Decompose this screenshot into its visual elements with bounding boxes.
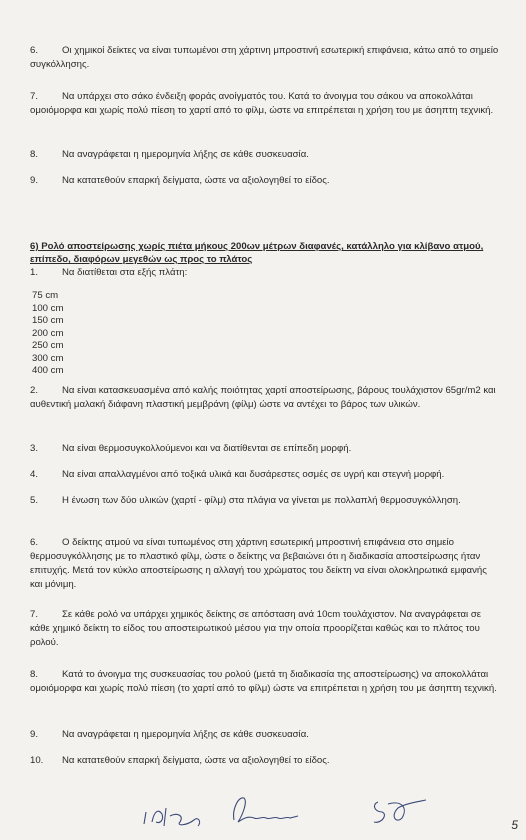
size-entry: 300 cm xyxy=(32,352,64,364)
list-item xyxy=(30,384,500,412)
size-entry: 75 cm xyxy=(32,290,59,301)
item-text: Οι χημικοί δείκτες να είναι τυπωμένοι στη χάρτινη μπροστινή εσωτερική επιφάνεια, κάτω από το σημείο συγκόλλησης. xyxy=(30,45,499,70)
item-number: 8. xyxy=(30,669,39,680)
item-text: Να είναι κατασκευασμένα από καλής ποιότητας χαρτί αποστείρωσης, βάρους τουλάχιστον 65gr/m2 και αυθεντική μαλακή διάφανη πλαστική μεμβράνη (φίλμ) ώστε να αντέχει το βάρος των υλικών. xyxy=(30,385,496,410)
item-number: 6. xyxy=(30,45,39,56)
item-text: Σε κάθε ρολό να υπάρχει χημικός δείκτης σε απόσταση ανά 10cm τουλάχιστον. Να αναγράφεται σε κάθε χημικό δείκτη το είδος του αποστειρωτικού μέσου για την οποία προορίζεται καθώς και το πλάτος του ρολού. xyxy=(30,609,482,648)
list-item xyxy=(30,442,500,456)
list-item xyxy=(30,266,500,280)
item-number: 9. xyxy=(30,175,39,186)
item-text: Να είναι απαλλαγμένοι από τοξικά υλικά και δυσάρεστες οσμές σε υγρή και στεγνή μορφή. xyxy=(62,469,445,480)
list-item xyxy=(30,174,500,188)
size-entry: 400 cm xyxy=(32,365,64,376)
size-entry: 250 cm xyxy=(32,340,64,351)
item-number: 2. xyxy=(30,385,39,396)
list-item xyxy=(30,44,500,72)
item-number: 5. xyxy=(30,495,39,506)
item-number: 6. xyxy=(30,537,39,548)
item-text: Η ένωση των δύο υλικών (χαρτί - φίλμ) στα πλάγια να γίνεται με πολλαπλή θερμοσυγκόλληση. xyxy=(62,495,461,506)
item-number: 4. xyxy=(30,469,39,480)
list-item xyxy=(30,468,500,482)
list-item xyxy=(30,90,500,118)
item-text: Να αναγράφεται η ημερομηνία λήξης σε κάθε συσκευασία. xyxy=(62,149,309,160)
size-entry: 150 cm xyxy=(32,315,64,326)
item-number: 1. xyxy=(30,267,39,278)
item-number: 10. xyxy=(30,755,44,766)
list-item xyxy=(30,148,500,162)
item-text: Ο δείκτης ατμού να είναι τυπωμένος στη χάρτινη εσωτερική μπροστινή επιφάνεια στο σημείο θερμοσυγκόλλησης με το πλαστικό φίλμ, ώστε ο δείκτης να βεβαιώνει ότι η διαδικασία αποστείρωσης ήταν επιτυχής. Μετά τον κύκλο αποστείρωσης η αλλαγή του χρώματος του δείκτη να είναι ολοκληρωτικά εμφανής και μόνιμη. xyxy=(30,537,487,590)
list-item xyxy=(30,728,500,742)
item-text: Κατά το άνοιγμα της συσκευασίας του ρολού (μετά τη διαδικασία της αποστείρωσης) να αποκολλάται ομοιόμορφα και χωρίς πολύ πίεση (το χαρτί από το φίλμ) ώστε να επιτρέπεται η χρήση του με άσηπτη τεχνική. xyxy=(30,669,497,694)
list-item xyxy=(30,494,500,508)
item-text: Να κατατεθούν επαρκή δείγματα, ώστε να αξιολογηθεί το είδος. xyxy=(62,175,330,186)
size-entry: 200 cm xyxy=(32,327,64,339)
list-item xyxy=(30,536,500,592)
signature-3 xyxy=(368,794,432,830)
item-text: Να υπάρχει στο σάκο ένδειξη φοράς ανοίγματός του. Κατά το άνοιγμα του σάκου να αποκολλάται ομοιόμορφα και χωρίς πολύ πίεση το χαρτί από το φίλμ, ώστε να επιτρέπεται η χρήση του με άσηπτη τεχνική. xyxy=(30,91,494,116)
item-text: Να κατατεθούν επαρκή δείγματα, ώστε να αξιολογηθεί το είδος. xyxy=(62,755,330,766)
item-text: Να διατίθεται στα εξής πλάτη: xyxy=(62,267,188,278)
signature-1 xyxy=(140,798,212,830)
signature-2 xyxy=(228,790,308,830)
list-item xyxy=(30,668,500,696)
page-number: 5 xyxy=(511,818,518,832)
item-text: Να αναγράφεται η ημερομηνία λήξης σε κάθε συσκευασία. xyxy=(62,729,309,740)
item-number: 7. xyxy=(30,91,39,102)
sizes-list xyxy=(32,290,63,378)
item-text: Να είναι θερμοσυγκολλούμενοι και να διατίθενται σε επίπεδη μορφή. xyxy=(62,443,352,454)
item-number: 7. xyxy=(30,609,39,620)
list-item xyxy=(30,754,500,768)
item-number: 9. xyxy=(30,729,39,740)
section-heading: 6) Ρολό αποστείρωσης χωρίς πιέτα μήκους 200ων μέτρων διαφανές, κατάλληλο για κλίβανο ατμού, επίπεδο, διαφόρων μεγεθών ως προς το πλάτος xyxy=(30,241,484,265)
list-item xyxy=(30,608,500,650)
size-entry: 100 cm xyxy=(32,302,64,314)
item-number: 3. xyxy=(30,443,39,454)
item-number: 8. xyxy=(30,149,39,160)
